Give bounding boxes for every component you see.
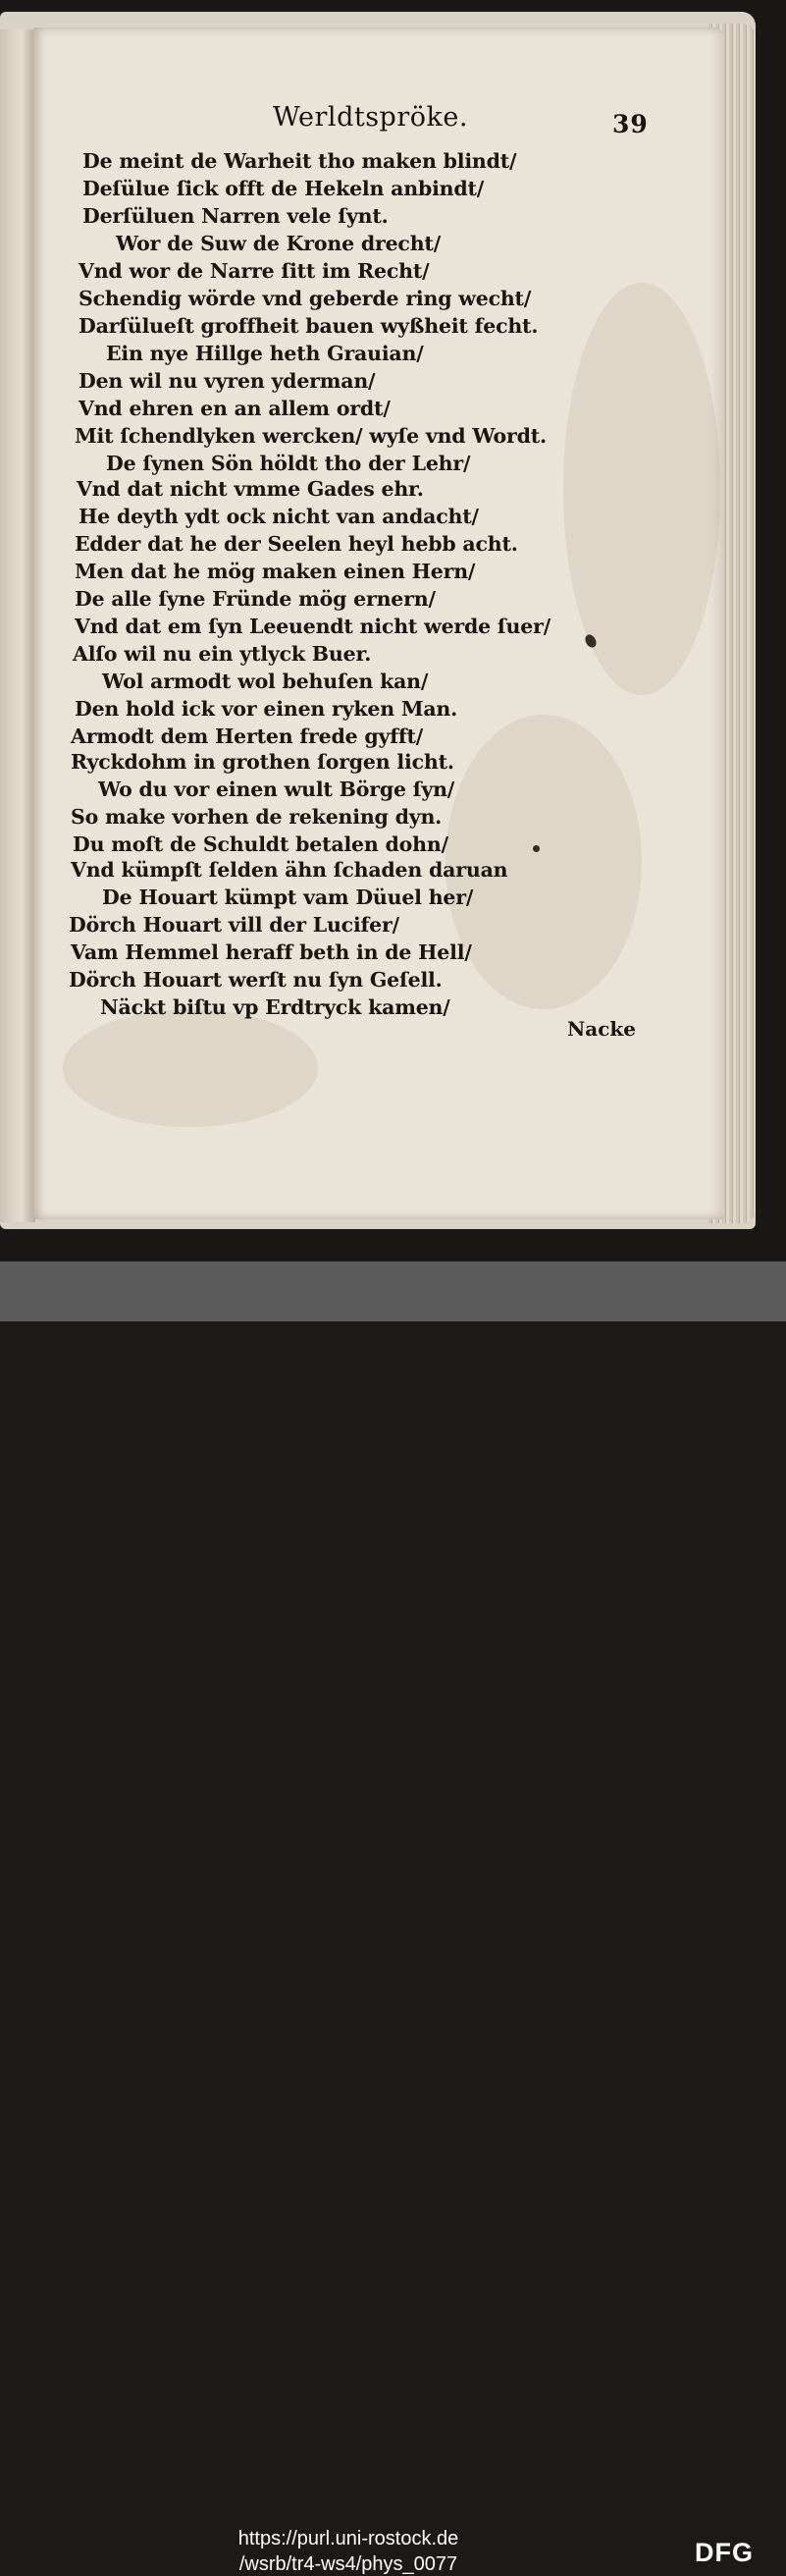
verse-line: Mit ſchendlyken wercken/ wyſe vnd Wordt.: [75, 424, 547, 448]
verse-line: Men dat he mög maken einen Hern/: [75, 560, 476, 583]
verse-line: Den wil nu vyren yderman/: [79, 369, 376, 393]
verse-line: Deſülue ſick offt de Hekeln anbindt/: [82, 177, 485, 200]
permalink-line-2[interactable]: /wsrb/tr4-ws4/phys_0077: [238, 2553, 458, 2575]
verse-line: De Houart kümpt vam Düuel her/: [102, 886, 474, 909]
verse-line: De meint de Warheit tho maken blindt/: [82, 149, 517, 173]
verse-line: Wo du vor einen wult Börge ſyn/: [98, 778, 455, 801]
verse-line: Wor de Suw de Krone drecht/: [116, 232, 441, 255]
page-number: 39: [612, 110, 649, 138]
verse-line: Armodt dem Herten frede gyfft/: [71, 724, 423, 748]
verse-text-block: [0, 0, 786, 1261]
document-viewer: [0, 0, 786, 1261]
running-head: Werldtspröke.: [273, 102, 468, 133]
verse-line: Den hold ick vor einen ryken Man.: [75, 697, 458, 721]
verse-line: Näckt biſtu vp Erdtryck kamen/: [100, 995, 450, 1019]
verse-line: Vnd ehren en an allem ordt/: [79, 397, 391, 420]
verse-line: Dörch Houart werſt nu ſyn Geſell.: [69, 968, 443, 992]
verse-line: Vnd kümpſt ſelden ähn ſchaden daruan: [71, 858, 508, 882]
verse-line: Wol armodt wol behuſen kan/: [102, 670, 429, 693]
verse-line: Schendig wörde vnd geberde ring wecht/: [79, 287, 532, 310]
verse-line: Vnd dat em ſyn Leeuendt nicht werde ſuer/: [75, 615, 550, 638]
verse-line: Vnd dat nicht vmme Gades ehr.: [77, 477, 424, 501]
footer-bar: [0, 1261, 786, 2575]
catchword: Nacke: [567, 1017, 636, 1041]
verse-line: Edder dat he der Seelen heyl hebb acht.: [75, 532, 518, 556]
verse-line: Du moſt de Schuldt betalen dohn/: [73, 832, 448, 856]
verse-line: He deyth ydt ock nicht van andacht/: [79, 505, 479, 528]
permalink-line-1[interactable]: https://purl.uni-rostock.de: [237, 2528, 459, 2549]
dfg-logo: DFG: [695, 2538, 754, 2567]
ink-speck: [533, 845, 540, 852]
verse-line: So make vorhen de rekening dyn.: [71, 805, 443, 829]
verse-line: Dörch Houart vill der Lucifer/: [69, 913, 399, 937]
verse-line: Darſülueſt groffheit bauen wyßheit fecht.: [79, 314, 539, 338]
verse-line: Derſüluen Narren vele ſynt.: [82, 204, 389, 228]
verse-line: Ryckdohm in grothen ſorgen licht.: [71, 750, 454, 774]
verse-line: De ſynen Sön höldt tho der Lehr/: [106, 452, 471, 475]
verse-line: De alle ſyne Fründe mög ernern/: [75, 587, 436, 611]
verse-line: Vam Hemmel heraff beth in de Hell/: [71, 940, 472, 964]
verse-line: Vnd wor de Narre ſitt im Recht/: [79, 259, 430, 283]
verse-line: Alſo wil nu ein ytlyck Buer.: [73, 642, 372, 666]
verse-line: Ein nye Hillge heth Grauian/: [106, 342, 424, 365]
